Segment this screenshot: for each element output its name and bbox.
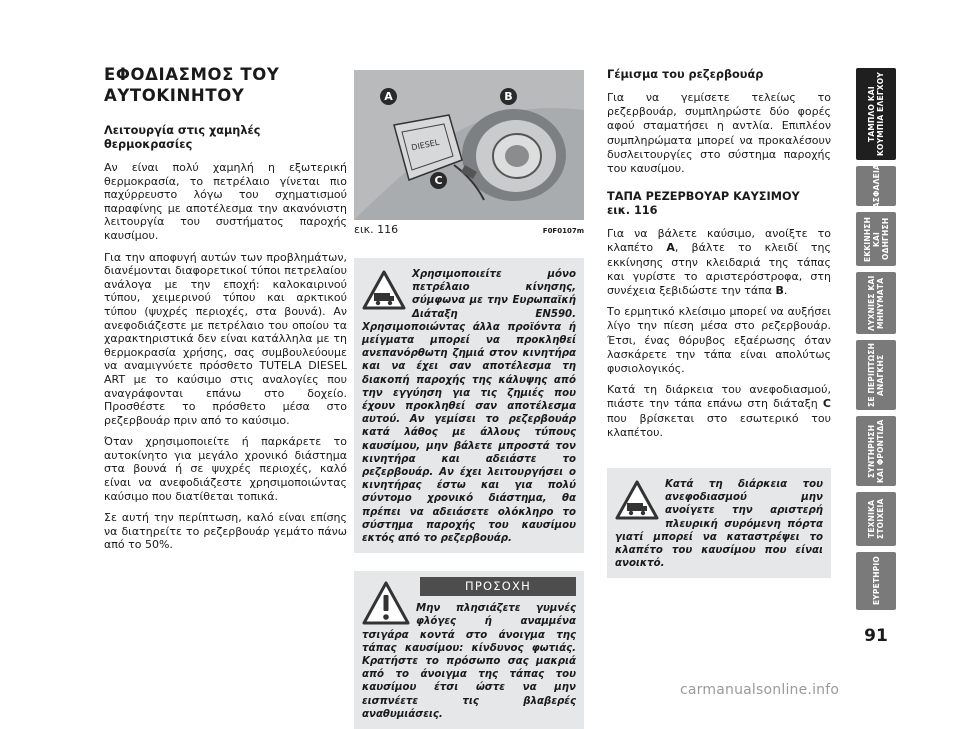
figure-number: εικ. 116 (354, 223, 399, 236)
text-fragment: Για να βάλετε καύσιμο, ανοίξτε το κλαπέτο (607, 227, 831, 255)
text-fragment: , βάλτε το κλειδί της εκκίνησης στην κλειδαριά της τάπας και γυρίστε το αριστερόστροφα, στη συνέχεια ξεβιδώστε την τάπα (607, 241, 831, 298)
tab-label: ΛΥΧΝΙΕΣ ΚΑΙ ΜΗΝΥΜΑΤΑ (867, 275, 885, 331)
page-number: 91 (864, 626, 888, 646)
fuel-cap-paragraph (607, 227, 831, 298)
tab-dashboard-controls[interactable] (856, 68, 896, 160)
refuel-paragraph: Για να γεμίσετε τελείως το ρεζερβουάρ, συμπληρώστε δύο φορές αφού σταματήσει η αντλία. Επιπλέον συμπληρώματα μπορεί να προκαλέσουν δυσλειτουργίες στο σύστημα παροχής του καυσίμου. (607, 91, 831, 176)
tab-emergency[interactable] (856, 340, 896, 410)
tab-safety[interactable] (856, 163, 896, 209)
paragraph-1: Αν είναι πολύ χαμηλή η εξωτερική θερμοκρασία, το πετρέλαιο γίνεται πιο παχύρρευστο λόγω του σχηματισμού παραφίνης με αποτέλεσμα την ακανόνιστη λειτουργία του συστήματος παροχής καυσίμου. (104, 161, 347, 242)
right-column (607, 68, 831, 578)
fuel-cap-figure-ref: εικ. 116 (607, 204, 658, 218)
middle-column (354, 70, 584, 729)
pressure-paragraph: Το ερμητικό κλείσιμο μπορεί να αυξήσει λίγο την πίεση μέσα στο ρεζερβουάρ. Έτσι, ένας θόρυβος εξαέρωσης όταν λασκάρετε την τάπα είναι απολύτως φυσιολογικός. (607, 305, 831, 376)
cap-holder-paragraph (607, 383, 831, 440)
left-column (104, 64, 347, 560)
paragraph-2: Για την αποφυγή αυτών των προβλημάτων, διανέμονται διαφορετικοί τύποι πετρελαίου ανάλογα με την εποχή: καλοκαιρινού τύπου, χειμερινού τύπου και αρκτικού τύπου (ψυχρές περιοχές, στα βουνά). Αν ανεφοδιάζεστε με πετρέλαιο του οποίου τα χαρακτηριστικά δεν είναι κατάλληλα με τη θερμοκρασία χρήσης, σας συμβουλεύουμε να αναμιγνύετε πρόσθετο TUTELA DIESEL ART με το καύσιμο στις αναλογίες που αναγράφονται επάνω στο δοχείο. Προσθέστε το πρόσθετο μέσα στο ρεζερβουάρ πριν από το καύσιμο. (104, 250, 347, 427)
tab-starting-driving[interactable] (856, 212, 896, 266)
figure-label-a: A (380, 88, 397, 105)
text-fragment: Κατά τη διάρκεια του ανεφοδιασμού, πιάστε την τάπα επάνω στη διάταξη (607, 383, 831, 411)
tab-label: ΕΚΚΙΝΗΣΗ ΚΑΙ ΟΔΗΓΗΣΗ (862, 216, 890, 262)
vehicle-warning-icon (615, 478, 659, 522)
text-fragment: που βρίσκεται στο εσωτερικό του κλαπέτου. (607, 411, 831, 439)
sliding-door-note (607, 468, 831, 578)
tab-maintenance[interactable] (856, 416, 896, 486)
tab-label: ΑΣΦΑΛΕΙΑ (871, 163, 881, 209)
fuel-cap-figure (354, 70, 584, 220)
ref-c: C (822, 397, 831, 411)
paragraph-4: Σε αυτή την περίπτωση, καλό είναι επίσης να διατηρείτε το ρεζερβουάρ γεμάτο πάνω από το 50%. (104, 511, 347, 552)
exclamation-warning-icon (362, 580, 410, 626)
vehicle-warning-icon (362, 268, 406, 312)
refuel-heading: Γέμισμα του ρεζερβουάρ (607, 68, 764, 81)
sliding-door-note-text: Κατά τη διάρκεια του ανεφοδιασμού μην ανοίγετε την αριστερή πλευρική συρόμενη πόρτα γιατί μπορεί να καταστρέψει το κλαπέτο του καυσίμου που είναι ανοικτό. (615, 479, 823, 570)
tab-label: ΣΕ ΠΕΡΙΠΤΩΣΗ ΑΝΑΓΚΗΣ (867, 342, 885, 408)
tab-label: ΣΥΝΤΗΡΗΣΗ ΚΑΙ ΦΡΟΝΤΙΔΑ (867, 419, 885, 483)
tab-label: ΕΥΡΕΤΗΡΙΟ (871, 556, 881, 606)
page-title: ΕΦΟΔΙΑΣΜΟΣ ΤΟΥ ΑΥΤΟΚΙΝΗΤΟΥ (104, 65, 280, 105)
paragraph-3: Όταν χρησιμοποιείτε ή παρκάρετε το αυτοκίνητο για μεγάλο χρονικό διάστημα στα βουνά ή σε ψυχρές περιοχές, καλό είναι να ανεφοδιάζεστε χρησιμοποιώντας καύσιμο που διατίθεται τοπικά. (104, 435, 347, 503)
fuel-cap-heading: ΤΑΠΑ ΡΕΖΕΡΒΟΥΑΡ ΚΑΥΣΙΜΟΥ (607, 190, 800, 204)
text-fragment: . (783, 284, 788, 298)
cap-diesel-text: DIESEL (410, 137, 441, 153)
section-subtitle: Λειτουργία στις χαμηλές θερμοκρασίες (104, 124, 261, 151)
tab-technical-data[interactable] (856, 492, 896, 546)
watermark: carmanualsonline.info (680, 682, 840, 698)
figure-caption (354, 223, 584, 236)
figure-label-c: C (430, 172, 447, 189)
caution-label: ΠΡΟΣΟΧΗ (420, 577, 576, 596)
figure-code: F0F0107m (542, 227, 584, 235)
figure-label-b: B (500, 88, 517, 105)
fuel-type-note-text: Χρησιμοποιείτε μόνο πετρέλαιο κίνησης, σύμφωνα με την Ευρωπαϊκή Διάταξη EN590. Χρησιμοποιώντας άλλα προϊόντα ή μείγματα μπορεί να προκληθεί ανεπανόρθωτη ζημιά στον κινητήρα και να έχει σαν αποτέλεσμα τη διακοπή παροχής της κάλυψης από την εγγύηση για τις ζημιές που έχουν προκληθεί σαν αποτέλεσμα αυτού. Αν γεμίσει το ρεζερβουάρ κατά λάθος με άλλους τύπους καυσίμου, μην βάλετε μπροστά τον κινητήρα και αδειάστε το ρεζερβουάρ. Αν έχει λειτουργήσει ο κινητήρας έστω και για πολύ σύντομο χρονικό διάστημα, θα πρέπει να αδειάσετε ολόκληρο το σύστημα παροχής του καυσίμου εκτός από το ρεζερβουάρ. (362, 269, 576, 545)
tab-index[interactable] (856, 552, 896, 610)
caution-box (354, 571, 584, 729)
ref-a: A (666, 241, 675, 255)
tab-label: ΤΑΜΠΛΟ ΚΑΙ ΚΟΥΜΠΙΑ ΕΛΕΓΧΟΥ (867, 72, 885, 156)
ref-b: B (775, 284, 784, 298)
fuel-type-note (354, 258, 584, 553)
tab-label: ΤΕΧΝΙΚΑ ΣΤΟΙΧΕΙΑ (867, 498, 885, 540)
caution-text: Μην πλησιάζετε γυμνές φλόγες ή αναμμένα τσιγάρα κοντά στο άνοιγμα της τάπας καυσίμου: κίνδυνος φωτιάς. Κρατήστε το πρόσωπο σας μακριά από το άνοιγμα της τάπας του καυσίμου έτσι ώστε να μην εισπνέετε τις βλαβερές αναθυμιάσεις. (362, 603, 576, 720)
tab-warning-lights[interactable] (856, 272, 896, 334)
